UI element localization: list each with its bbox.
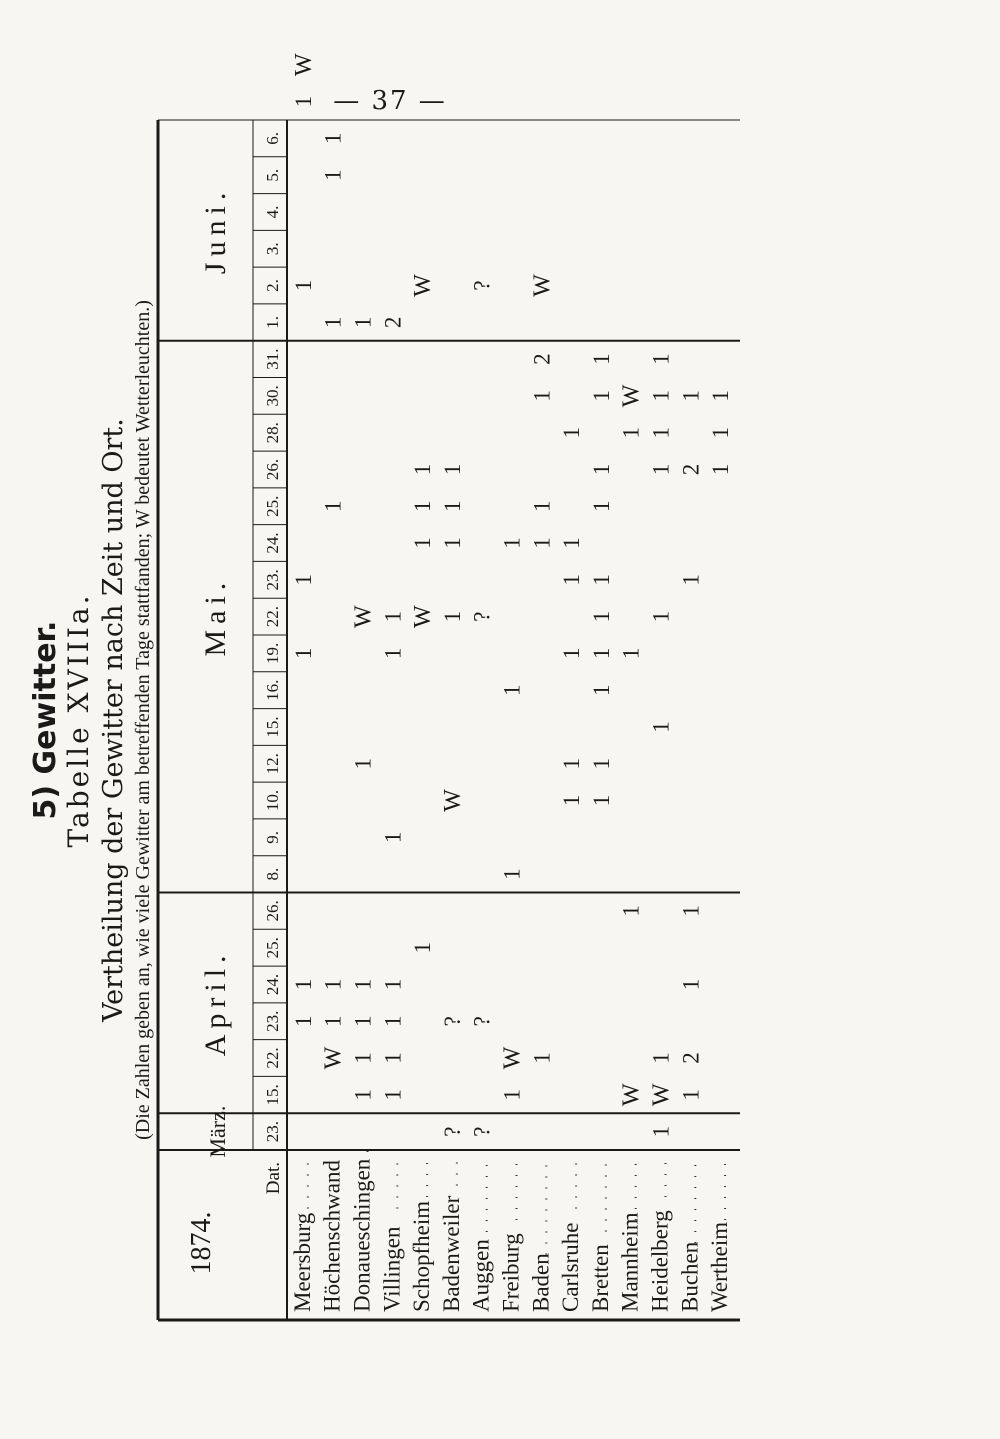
cell-value: 1 (588, 500, 614, 512)
page-number: — 37 — (333, 86, 447, 116)
station-name: Carlsruhe (558, 1222, 584, 1312)
cell-value: 1 (320, 132, 346, 145)
cell-value: 1 (648, 610, 674, 623)
day-label: 19. (263, 642, 282, 665)
day-label: 25. (263, 937, 282, 959)
day-label: 3. (263, 242, 282, 256)
section-title: 5) Gewitter. (28, 620, 63, 820)
day-label: 10. (263, 789, 282, 812)
cell-value: 2 (678, 1052, 704, 1064)
day-label: 26. (263, 900, 282, 922)
day-label: 30. (263, 385, 282, 407)
cell-value: W (618, 384, 645, 408)
cell-value: 1 (648, 721, 674, 733)
day-label: 23. (263, 1010, 282, 1032)
cell-value: ? (439, 1016, 465, 1027)
day-label: 16. (263, 679, 282, 701)
station-name: Höchenschwand (319, 1159, 345, 1312)
cell-value: 1 (439, 500, 465, 512)
cell-value: 1 (588, 758, 614, 770)
cell-value: 1 (320, 1015, 346, 1027)
cell-value: 1 (588, 463, 614, 476)
cell-value: W (648, 1083, 675, 1107)
day-label: 31. (263, 348, 282, 370)
cell-value: 1 (588, 574, 614, 586)
month-label-2: Mai. (199, 576, 232, 657)
table-label: Tabelle XVIIIa. (62, 592, 95, 848)
cell-value: 1 (678, 574, 704, 586)
cell-value: 1 (529, 390, 555, 402)
cell-value: 1 (320, 500, 346, 512)
cell-value: 1 (499, 537, 525, 549)
cell-value: 1 (678, 390, 704, 402)
cell-value: ? (469, 1016, 495, 1027)
cell-value: ? (439, 1126, 465, 1137)
cell-value: 1 (559, 794, 585, 807)
cell-value: 1 (618, 426, 644, 439)
cell-value: 1 (320, 316, 346, 329)
cell-value: 1 (708, 463, 734, 476)
station-name: Heidelberg (647, 1210, 673, 1312)
cell-value: 1 (380, 1015, 406, 1027)
cell-value: 1 (648, 426, 674, 439)
month-label-0: März. (205, 1105, 230, 1158)
cell-value: 1 (648, 1125, 674, 1138)
cell-value: W (320, 1046, 347, 1070)
day-label: 15. (263, 1084, 282, 1106)
dat-label: Dat. (263, 1162, 284, 1195)
cell-value: 1 (380, 831, 406, 844)
cell-value: 1 (618, 647, 644, 660)
cell-value: 1 (648, 463, 674, 476)
cell-value: 1 (290, 1015, 316, 1027)
cell-value: 1 (410, 941, 436, 954)
cell-value: 1 (320, 169, 346, 181)
cell-value: 1 (588, 647, 614, 660)
station-name: Buchen (677, 1241, 703, 1312)
cell-value: 1 (290, 95, 316, 108)
month-label-3: Juni. (199, 186, 232, 275)
station-name: Schopfheim (409, 1200, 435, 1312)
cell-value: 1 (350, 1015, 376, 1027)
cell-value: 1 (350, 978, 376, 991)
cell-value: 1 (410, 500, 436, 512)
station-name: Meersburg (289, 1212, 315, 1312)
cell-value: 2 (678, 463, 704, 476)
cell-value: 1 (678, 905, 704, 917)
cell-value: 1 (529, 1052, 555, 1064)
cell-value: 1 (499, 1089, 525, 1101)
cell-value: 1 (678, 1089, 704, 1101)
cell-value: W (618, 1083, 645, 1107)
station-name: Baden (528, 1253, 554, 1312)
cell-value: 1 (588, 684, 614, 696)
cell-value: ? (469, 611, 495, 622)
day-label: 6. (263, 132, 282, 145)
cell-value: ? (469, 280, 495, 291)
cell-value: 1 (559, 647, 585, 660)
cell-value: 1 (708, 426, 734, 439)
station-name: Donaueschingen (349, 1158, 375, 1312)
day-label: 12. (263, 753, 282, 775)
day-label: 5. (263, 168, 282, 182)
cell-value: 1 (439, 610, 465, 623)
cell-value: 1 (350, 758, 376, 770)
cell-value: 1 (439, 463, 465, 476)
cell-value: W (529, 274, 556, 297)
cell-value: 1 (648, 390, 674, 402)
cell-value: 1 (588, 794, 614, 807)
cell-value: 1 (350, 316, 376, 329)
station-name: Freiburg (498, 1233, 524, 1312)
cell-value: 1 (290, 978, 316, 991)
cell-value: ? (469, 1126, 495, 1137)
station-name: Badenweiler (438, 1195, 464, 1312)
cell-value: 1 (529, 537, 555, 549)
station-name: Bretten (587, 1244, 613, 1312)
cell-value: 1 (529, 500, 555, 512)
cell-value: 1 (648, 353, 674, 365)
day-label: 22. (263, 605, 282, 628)
cell-value: 1 (678, 978, 704, 991)
cell-value: 1 (439, 537, 465, 549)
cell-value: 1 (708, 390, 734, 402)
day-label: 9. (263, 830, 282, 844)
day-label: 23. (263, 1120, 282, 1143)
cell-value: 1 (559, 574, 585, 586)
station-name: Villingen (379, 1226, 405, 1312)
day-label: 1. (263, 315, 282, 329)
month-label-1: April. (199, 949, 232, 1057)
day-label: 8. (263, 867, 282, 881)
station-name: Wertheim (707, 1221, 733, 1312)
cell-value: W (350, 605, 377, 628)
cell-value: 1 (559, 758, 585, 770)
table-note: (Die Zahlen geben an, wie viele Gewitter am betreffenden Tage stattfanden; W bedeutet Wetterleuchten.) (132, 300, 154, 1140)
cell-value: 1 (380, 1089, 406, 1101)
cell-value: 1 (320, 978, 346, 991)
day-label: 2. (263, 279, 282, 292)
day-label: 26. (263, 458, 282, 481)
cell-value: 2 (380, 316, 406, 329)
table-subtitle: Vertheilung der Gewitter nach Zeit und Ort. (98, 418, 129, 1022)
day-label: 4. (263, 205, 282, 219)
cell-value: W (499, 1046, 526, 1070)
day-label: 15. (263, 716, 282, 738)
cell-value: 1 (648, 1052, 674, 1064)
day-label: 22. (263, 1047, 282, 1069)
cell-value: 1 (350, 1052, 376, 1064)
cell-value: 1 (559, 537, 585, 549)
cell-value: 2 (529, 353, 555, 365)
cell-value: 1 (350, 1089, 376, 1101)
cell-value: 1 (380, 978, 406, 991)
cell-value: 1 (380, 610, 406, 623)
cell-value: 1 (380, 1052, 406, 1064)
day-label: 28. (263, 422, 282, 444)
cell-value: 1 (410, 537, 436, 549)
year-label: 1874. (186, 1211, 217, 1275)
cell-value: 1 (499, 868, 525, 880)
cell-value: 1 (588, 610, 614, 623)
cell-value: 1 (588, 353, 614, 365)
cell-value: W (439, 789, 466, 812)
day-label: 23. (263, 569, 282, 591)
station-name: Mannheim (617, 1212, 643, 1312)
cell-value: 1 (290, 279, 316, 292)
cell-value: 1 (618, 905, 644, 917)
cell-value: 1 (290, 647, 316, 660)
cell-value: 1 (559, 426, 585, 439)
cell-value: W (410, 605, 437, 628)
day-label: 25. (263, 495, 282, 517)
cell-value: 1 (410, 463, 436, 476)
station-name: Auggen (468, 1239, 494, 1312)
cell-value: W (290, 53, 317, 77)
cell-value: W (410, 274, 437, 297)
day-label: 24. (263, 532, 282, 554)
day-label: 24. (263, 973, 282, 996)
cell-value: 1 (588, 390, 614, 402)
cell-value: 1 (380, 647, 406, 660)
cell-value: 1 (290, 574, 316, 586)
cell-value: 1 (499, 684, 525, 696)
